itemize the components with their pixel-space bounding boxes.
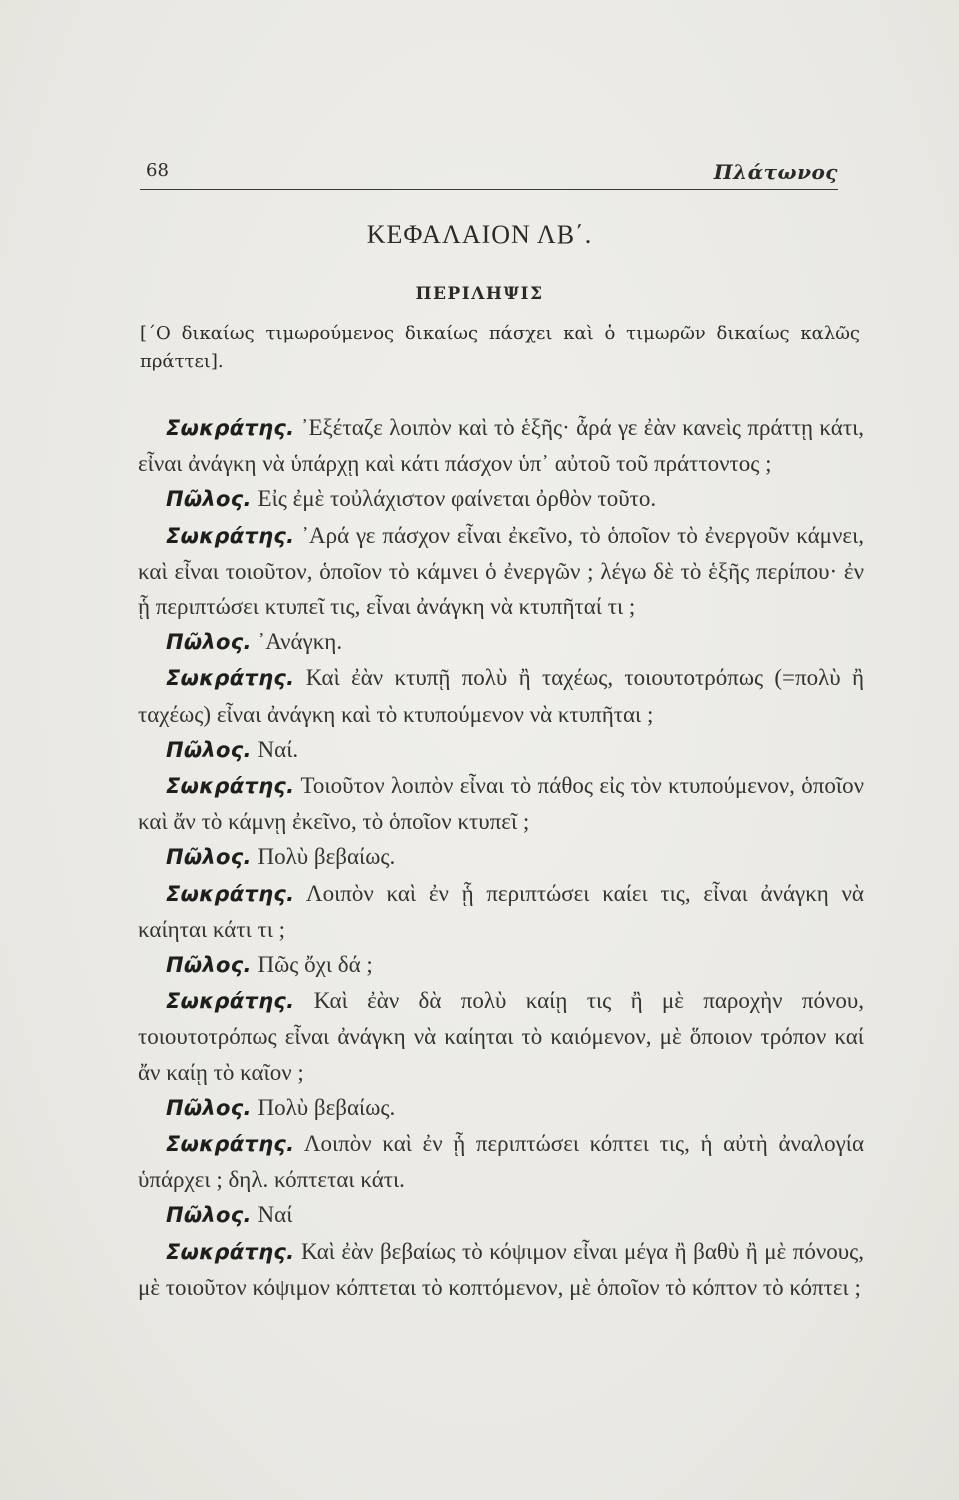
dialogue-entry [138,624,864,660]
header-rule [140,189,838,190]
dialogue-body [138,410,864,1305]
running-head: Πλάτωνος [713,160,838,184]
speaker-name: Πῶλος. [166,630,252,655]
speaker-name: Σωκράτης. [166,881,295,906]
speaker-name: Πῶλος. [166,1203,252,1228]
speaker-name: Πῶλος. [166,845,252,870]
dialogue-entry [138,410,864,481]
page-header [140,160,838,190]
speech-text: Ναί [257,1202,293,1228]
speech-text: Πολὺ βεβαίως. [257,1094,396,1120]
dialogue-entry [138,518,864,625]
dialogue-entry [138,947,864,983]
dialogue-entry [138,1197,864,1233]
speaker-name: Σωκράτης. [166,1132,295,1157]
speaker-name: Σωκράτης. [166,416,295,440]
speaker-name: Πῶλος. [166,953,252,978]
speech-text: ᾿Αρά γε πάσχον εἶναι ἐκεῖνο, τὸ ὁποῖον τὸ ἐνεργοῦν κάμνει, καὶ εἶναι τοιοῦτον, ὁποῖον τὸ κάμνει ὁ ἐνεργῶν ; λέγω δὲ τὸ ἑξῆς περίπου· ἐν ᾗ περιπτώσει κτυπεῖ τις, εἶναι ἀνάγκη νὰ κτυπῆταί τι ; [138,522,865,620]
speech-text: Λοιπὸν καὶ ἐν ᾗ περιπτώσει καίει τις, εἶναι ἀνάγκη νὰ καίηται κάτι τι ; [138,880,864,942]
dialogue-entry [138,983,864,1090]
speaker-name: Σωκράτης. [166,1239,295,1264]
speech-text: ᾿Ανάγκη. [257,629,343,655]
speech-text: Εἰς ἐμὲ τοὐλάχιστον φαίνεται ὀρθὸν τοῦτο. [257,486,657,512]
dialogue-entry [138,1234,864,1305]
speaker-name: Πῶλος. [166,1095,252,1120]
speech-text: Πολὺ βεβαίως. [257,844,396,870]
speech-text: Λοιπὸν καὶ ἐν ᾗ περιπτώσει κόπτει τις, ἡ αὐτὴ ἀναλογία ὑπάρχει ; δηλ. κόπτεται κάτι. [138,1131,864,1193]
dialogue-entry [138,1126,864,1197]
speaker-name: Σωκράτης. [166,523,295,548]
dialogue-entry [138,839,864,875]
summary-text: [΄Ο δικαίως τιμωρούμενος δικαίως πάσχει καὶ ὁ τιμωρῶν δικαίως καλῶς πράττει]. [140,323,860,372]
page-number: 68 [146,160,169,181]
dialogue-entry [138,876,864,947]
speaker-name: Σωκράτης. [166,989,295,1014]
chapter-title: ΚΕΦΑΛΑΙΟΝ ΛΒ΄. [366,220,593,249]
speaker-name: Σωκράτης. [166,666,295,691]
dialogue-entry [138,1090,864,1126]
speaker-name: Πῶλος. [166,487,252,512]
speaker-name: Πῶλος. [166,737,252,762]
dialogue-entry [138,732,864,768]
summary-heading: ΠΕΡΙΛΗΨΙΣ [415,284,544,304]
dialogue-entry [138,660,864,731]
speech-text: Ναί. [257,736,299,762]
speech-text: Καὶ ἐὰν κτυπῇ πολὺ ἢ ταχέως, τοιουτοτρόπως (=πολὺ ἢ ταχέως) εἶναι ἀνάγκη καὶ τὸ κτυπούμενον νὰ κτυπῆται ; [138,665,865,727]
speech-text: ᾿Εξέταζε λοιπὸν καὶ τὸ ἑξῆς· ἆρά γε ἐὰν κανεὶς πράττῃ κάτι, εἶναι ἀνάγκη νὰ ὑπάρχῃ καὶ κάτι πάσχον ὑπ᾿ αὐτοῦ τοῦ πράττοντος ; [138,415,865,477]
speech-text: Καὶ ἐὰν δὰ πολὺ καίῃ τις ἢ μὲ παροχὴν πόνου, τοιουτοτρόπως εἶναι ἀνάγκη νὰ καίηται τὸ καιόμενον, μὲ ὅποιον τρόπον καί ἄν καίῃ τὸ καῖον ; [138,988,864,1085]
dialogue-entry [138,768,864,839]
speech-text: Πῶς ὄχι δά ; [257,952,373,978]
speech-text: Τοιοῦτον λοιπὸν εἶναι τὸ πάθος εἰς τὸν κτυπούμενον, ὁποῖον καὶ ἄν τὸ κάμνῃ ἐκεῖνο, τὸ ὁποῖον κτυπεῖ ; [138,773,864,835]
dialogue-entry [138,481,864,517]
speech-text: Καὶ ἐὰν βεβαίως τὸ κόψιμον εἶναι μέγα ἢ βαθὺ ἢ μὲ πόνους, μὲ τοιοῦτον κόψιμον κόπτεται τὸ κοπτόμενον, μὲ ὁποῖον τὸ κόπτον τὸ κόπτει ; [138,1238,864,1300]
speaker-name: Σωκράτης. [166,774,295,799]
